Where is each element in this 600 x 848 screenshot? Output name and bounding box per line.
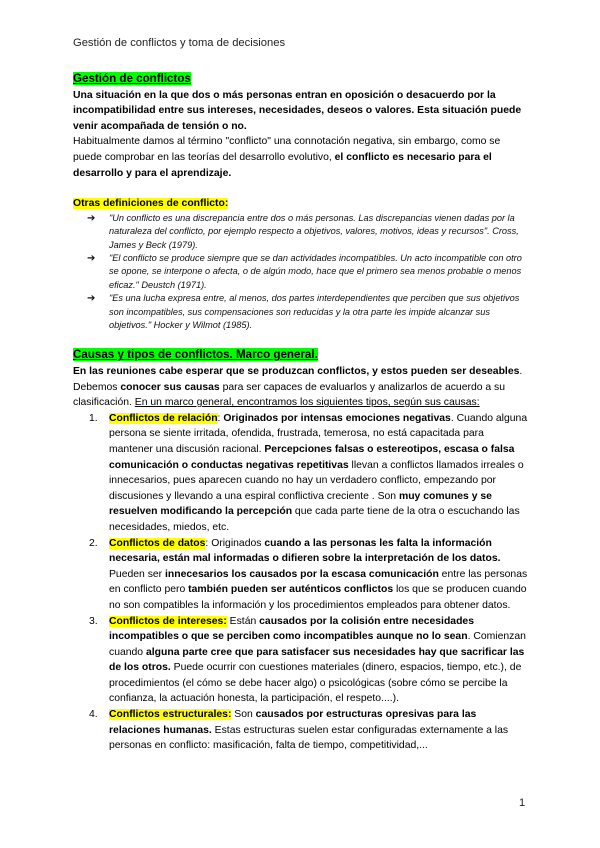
item-number: 4.	[89, 709, 98, 721]
definition-quote: "Un conflicto es una discrepancia entre dos o más personas. Las discrepancias vienen dadas por la naturaleza del conflicto, por ejemplo respecto a objetivos, valores, motivos, ideas y recursos". Cross, James y Beck (1979).	[109, 212, 519, 250]
item-bold: causados por la colisión entre necesidades incompatibles o que se perciben como incompatibles aunque no lo sean	[109, 615, 474, 643]
item-number: 2.	[89, 537, 98, 549]
item-bold: Percepciones falsas o estereotipos, escasa o falsa comunicación o conductas negativas repetitivas	[109, 443, 515, 471]
item-text: llevan a conflictos llamados irreales o innecesarios, pues aparecen cuando no hay un verdadero conflicto, empezando por discusiones y llevando a una espiral conflictiva creciente . Son	[109, 459, 524, 502]
definitions-list	[73, 212, 529, 333]
section-definiciones	[73, 196, 529, 332]
item-bold: Originados por intensas emociones negativas	[223, 412, 451, 424]
item-text: que cada parte tiene de la otra o escuchando las necesidades, miedos, etc.	[109, 506, 520, 533]
arrow-icon: ➔	[87, 212, 96, 224]
item-bold: innecesarios los causados por la escasa comunicación	[165, 568, 439, 580]
item-text: Puede ocurrir con cuestiones materiales (dinero, espacios, tiempo, etc.), de procedimientos (el cómo se debe hacer algo) o psicológicas (sobre cómo se percibe la confianza, la actuación honesta, la participación, el respeto....).	[109, 662, 522, 705]
item-number: 1.	[89, 412, 98, 424]
definition-quote: "El conflicto se produce siempre que se dan actividades incompatibles. Un acto incompatible con otro se opone, se interpone o afecta, o de algún modo, hace que el primero sea menos probable o menos eficaz." Deustch (1971).	[109, 252, 522, 290]
list-item	[73, 252, 529, 292]
item-text: Estas estructuras suelen estar configuradas externamente a las personas en conflicto: masificación, falta de tiempo, competitividad,...	[109, 724, 509, 752]
causas-intro-text-2: para ser capaces de evaluarlos y analizarlos de acuerdo a su clasificación.	[73, 381, 506, 409]
section-title-definiciones	[73, 196, 529, 212]
item-text: . Comienzan cuando	[109, 631, 526, 658]
item-number: 3.	[89, 615, 98, 627]
item-bold: cuando a las personas les falta la información necesaria, están mal informadas o difieren sobre la interpretación de los datos.	[109, 537, 501, 565]
item-bold: también pueden ser auténticos conflictos	[188, 584, 394, 596]
page-number: 1	[519, 797, 526, 809]
item-text: los que se producen cuando no son compatibles la información y los procedimientos empleados para obtener datos.	[109, 584, 527, 611]
intro-text: Habitualmente damos al término "conflicto" una connotación negativa, sin embargo, como se puede comprobar en las teorías del desarrollo evolutivo,	[73, 136, 501, 163]
definition-quote: "Es una lucha expresa entre, al menos, dos partes interdependientes que perciben que sus objetivos son incompatibles, sus compensaciones son reducidas y la otra parte les impide alcanzar sus objetivos." Hocker y Wilmot (1985).	[109, 293, 520, 330]
causas-intro	[73, 364, 529, 411]
definition-paragraph	[73, 88, 529, 135]
heading-gestion: Gestión de conflictos	[73, 72, 191, 85]
section-title-causas	[73, 347, 529, 364]
causas-intro-underline: En un marco general, encontramos los siguientes tipos, según sus causas:	[134, 397, 480, 409]
causas-intro-bold: En las reuniones cabe esperar que se produzcan conflictos, y estos pueden ser deseables	[73, 366, 520, 377]
arrow-icon: ➔	[87, 252, 96, 264]
item-text: Son	[231, 709, 256, 721]
list-item	[73, 212, 529, 252]
causas-intro-text: . Debemos	[73, 366, 523, 393]
list-item	[73, 292, 529, 332]
item-bold: alguna parte cree que para satisfacer sus necesidades hay que sacrificar las de los otros.	[109, 646, 525, 674]
conflict-types-list	[73, 411, 529, 754]
item-title: Conflictos de datos	[109, 537, 206, 549]
heading-definiciones: Otras definiciones de conflicto:	[73, 198, 229, 210]
heading-causas: Causas y tipos de conflictos. Marco general.	[73, 348, 318, 362]
item-bold: causados por estructuras opresivas para las relaciones humanas.	[109, 709, 477, 736]
arrow-icon: ➔	[87, 293, 96, 305]
list-item	[73, 536, 529, 614]
intro-paragraph	[73, 134, 529, 181]
definition-text: Una situación en la que dos o más personas entran en oposición o desacuerdo por la incompatibilidad entre sus intereses, necesidades, deseos o valores. Esta situación puede venir acompañada de tensión o no.	[73, 89, 522, 132]
intro-bold: el conflicto es necesario para el desarrollo y para el aprendizaje.	[73, 151, 492, 179]
list-item	[73, 411, 529, 536]
item-text: :	[217, 412, 224, 424]
item-text: Pueden ser	[109, 568, 166, 580]
item-text: . Cuando alguna persona se siente irritada, ofendida, frustrada, temerosa, no está capacitada para mantener una discusión racional.	[109, 412, 528, 455]
section-causas	[73, 347, 529, 753]
section-title-gestion	[73, 71, 529, 88]
section-gestion	[73, 71, 529, 181]
list-item	[73, 707, 529, 754]
item-title: Conflictos estructurales:	[109, 709, 232, 721]
item-bold: muy comunes y se resuelven modificando la percepción	[109, 490, 492, 518]
causas-intro-bold-2: conocer sus causas	[120, 381, 220, 393]
item-title: Conflictos de relación	[109, 412, 218, 424]
document-body	[73, 71, 529, 754]
page-header: Gestión de conflictos y toma de decisiones	[73, 37, 286, 49]
item-text: entre las personas en conflicto pero	[109, 568, 528, 596]
item-text: : Originados	[205, 537, 265, 549]
list-item	[73, 614, 529, 708]
item-text: Están	[226, 615, 260, 627]
item-title: Conflictos de intereses:	[109, 615, 227, 627]
